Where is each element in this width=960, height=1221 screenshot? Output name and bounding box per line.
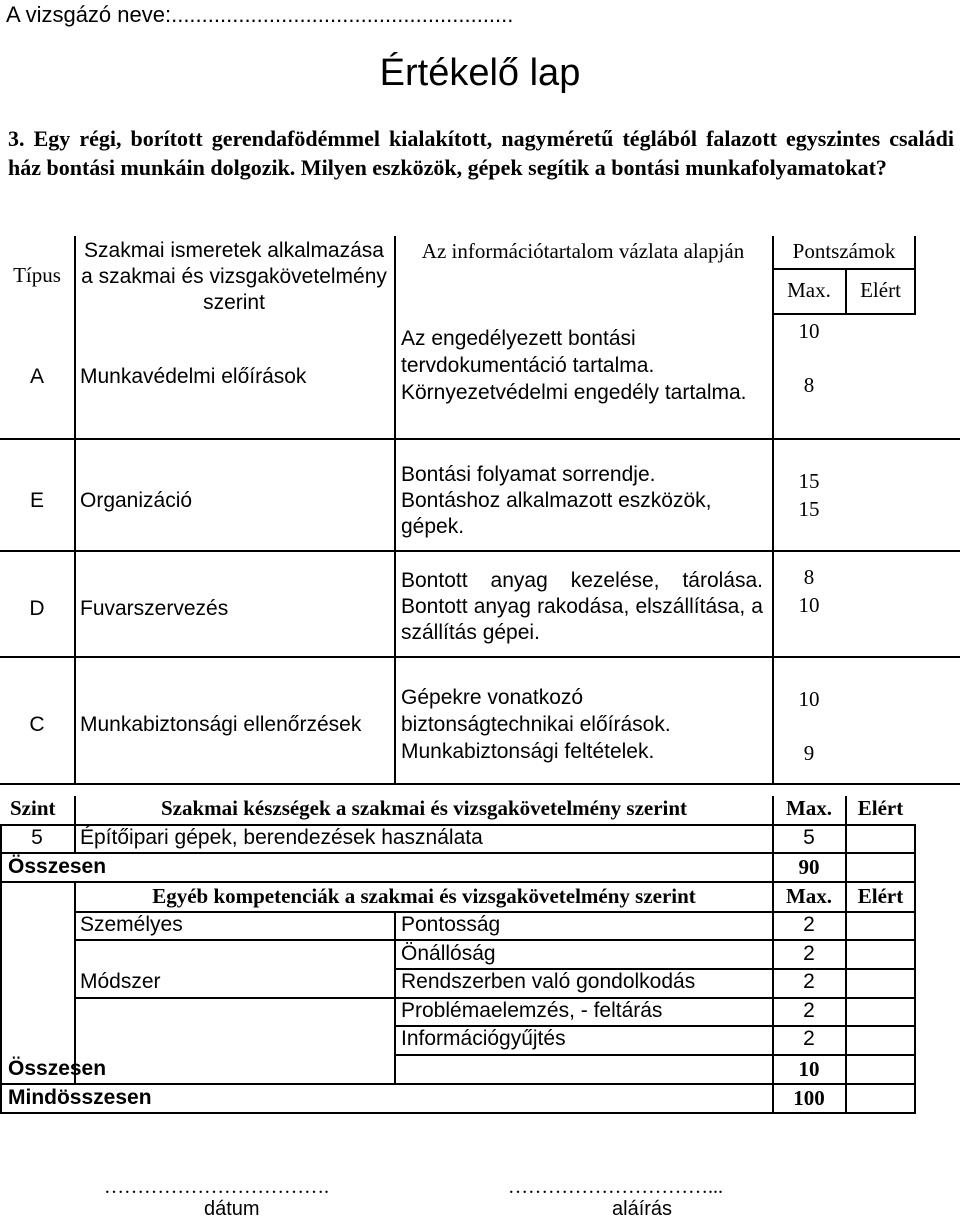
row-e-info: Bontási folyamat sorrendje. Bontáshoz alkalmazott eszközök, gépek. [401, 463, 712, 538]
other-achieved-header: Elért [857, 884, 904, 908]
signature-dots: …………………………... [508, 1176, 723, 1198]
page-title: Értékelő lap [379, 52, 581, 94]
header-type: Típus [13, 263, 61, 287]
row-a-type: A [29, 365, 44, 388]
other-item: Információgyűjtés [401, 1027, 566, 1050]
skills-achieved-header: Elért [857, 796, 904, 820]
row-c-max-2: 9 [803, 741, 815, 765]
row-a-info: Az engedélyezett bontási tervdokumentáció tartalma. Környezetvédelmi engedély tartalma. [401, 327, 747, 404]
row-d-max-2: 10 [798, 593, 820, 617]
other-item-max: 2 [803, 913, 815, 936]
total-2-label: Összesen [8, 1057, 107, 1080]
signature-label: aláírás [612, 1198, 673, 1220]
skills-max-header: Max. [785, 796, 833, 820]
row-e-max-1: 15 [798, 469, 820, 493]
row-c-skill: Munkabiztonsági ellenőrzések [80, 713, 362, 736]
grand-total-value: 100 [793, 1086, 825, 1110]
row-e-type: E [29, 489, 44, 512]
total-2-value: 10 [798, 1057, 820, 1081]
examinee-name-line: A vizsgázó neve:........................................................ [6, 2, 514, 27]
row-d-max-1: 8 [803, 565, 815, 589]
skills-row-max: 5 [803, 826, 815, 849]
skills-row-label: Építőipari gépek, berendezések használata [80, 826, 483, 849]
row-d-info: Bontott anyag kezelése, tárolása. Bontott anyag rakodása, elszállítása, a szállítás gépei. [401, 569, 763, 644]
row-c-type: C [29, 713, 45, 736]
header-points: Pontszámok [792, 239, 896, 263]
row-e-skill: Organizáció [80, 489, 193, 512]
total-1-label: Összesen [8, 855, 107, 878]
question-text: 3. Egy régi, borított gerendafödémmel kialakított, nagyméretű téglából falazott egyszintes családi ház bontási munkáin dolgozik. Milyen eszközök, gépek segítik a bontási munkafolyamatokat? [8, 126, 954, 180]
other-item: Rendszerben való gondolkodás [401, 970, 696, 993]
other-group-method: Módszer [80, 970, 161, 993]
other-title-header: Egyéb kompetenciák a szakmai és vizsgakövetelmény szerint [152, 884, 696, 908]
row-d-skill: Fuvarszervezés [80, 597, 229, 620]
other-item-max: 2 [803, 942, 815, 965]
row-d-type: D [29, 597, 45, 620]
row-e-max-2: 15 [798, 497, 820, 521]
header-achieved: Elért [860, 278, 901, 302]
skills-level-header: Szint [10, 796, 56, 820]
row-a-skill: Munkavédelmi előírások [80, 365, 307, 388]
other-group-personal: Személyes [80, 913, 183, 936]
header-info: Az információtartalom vázlata alapján [421, 239, 745, 263]
grand-total-label: Mindösszesen [8, 1086, 152, 1109]
header-skill: Szakmai ismeretek alkalmazása a szakmai és vizsgakövetelmény szerint [81, 239, 387, 314]
other-item: Önállóság [401, 942, 496, 965]
other-item: Pontosság [401, 913, 501, 936]
skills-row-level: 5 [31, 826, 43, 849]
row-c-max-1: 10 [798, 687, 820, 711]
header-max: Max. [787, 278, 831, 302]
date-label: dátum [204, 1198, 260, 1220]
other-item-max: 2 [803, 999, 815, 1022]
date-dots: ……………………………. [104, 1176, 329, 1198]
skills-title-header: Szakmai készségek a szakmai és vizsgakövetelmény szerint [160, 796, 688, 820]
row-c-info: Gépekre vonatkozó biztonságtechnikai előírások. Munkabiztonsági feltételek. [401, 686, 671, 763]
other-max-header: Max. [785, 884, 833, 908]
other-item-max: 2 [803, 970, 815, 993]
other-item-max: 2 [803, 1027, 815, 1050]
total-1-value: 90 [798, 855, 820, 879]
other-item: Problémaelemzés, - feltárás [401, 999, 663, 1022]
row-a-max-2: 8 [803, 373, 815, 397]
row-a-max-1: 10 [798, 319, 820, 343]
